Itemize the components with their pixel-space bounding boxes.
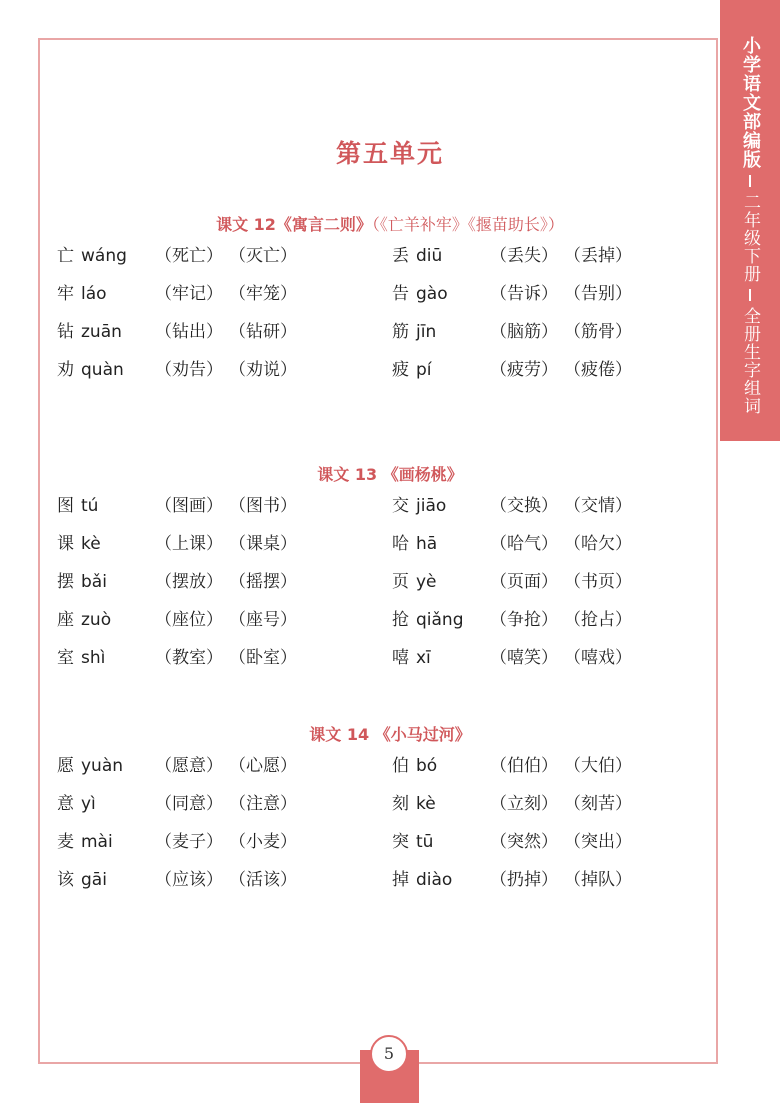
vocab-pinyin: hā [416, 534, 438, 554]
vocab-char: 刻 [392, 794, 409, 814]
vocab-char: 图 [57, 496, 74, 516]
vocab-word: （牢记） [155, 284, 223, 304]
vocab-word: （页面） [490, 572, 558, 592]
vocab-char: 劝 [57, 360, 74, 380]
vocab-pinyin: wáng [81, 246, 127, 266]
vocab-pinyin: qiǎng [416, 610, 464, 630]
vocab-word: （嘻笑） [490, 648, 558, 668]
vocab-char: 该 [57, 870, 74, 890]
vocab-char: 室 [57, 648, 74, 668]
vocab-char: 意 [57, 794, 74, 814]
lesson-title: 课文 12《寓言二则》 [216, 215, 372, 234]
vocab-word: （掉队） [564, 870, 632, 890]
vocab-word: （哈气） [490, 534, 558, 554]
vocab-pinyin: zuān [81, 322, 122, 342]
vocab-char: 伯 [392, 756, 409, 776]
vocab-word: （死亡） [155, 246, 223, 266]
vocab-char: 牢 [57, 284, 74, 304]
vocab-word: （突然） [490, 832, 558, 852]
vocab-word: （钻出） [155, 322, 223, 342]
vocab-word: （座位） [155, 610, 223, 630]
vocab-word: （丢掉） [564, 246, 632, 266]
vocab-pinyin: jiāo [416, 496, 447, 516]
vocab-word: （注意） [229, 794, 297, 814]
lesson-heading [0, 212, 780, 235]
vocab-pinyin: shì [81, 648, 106, 668]
side-tab-divider [749, 289, 751, 301]
vocab-word: （突出） [564, 832, 632, 852]
vocab-word: （大伯） [564, 756, 632, 776]
vocab-char: 掉 [392, 870, 409, 890]
vocab-word: （活该） [229, 870, 297, 890]
vocab-word: （抢占） [564, 610, 632, 630]
lesson-title: 课文 13 《画杨桃》 [317, 465, 463, 484]
vocab-word: （嘻戏） [564, 648, 632, 668]
vocab-word: （图书） [229, 496, 297, 516]
vocab-char: 嘻 [392, 648, 409, 668]
vocab-word: （摇摆） [229, 572, 297, 592]
vocab-word: （书页） [564, 572, 632, 592]
vocab-word: （摆放） [155, 572, 223, 592]
side-tab-grade: 二年级下册 [740, 193, 760, 283]
vocab-word: （告诉） [490, 284, 558, 304]
vocab-word: （劝说） [229, 360, 297, 380]
vocab-word: （心愿） [229, 756, 297, 776]
vocab-word: （疲倦） [564, 360, 632, 380]
vocab-word: （劝告） [155, 360, 223, 380]
page-title: 第五单元 [335, 139, 444, 168]
vocab-char: 突 [392, 832, 409, 852]
vocab-pinyin: gāi [81, 870, 107, 890]
vocab-pinyin: kè [416, 794, 436, 814]
vocab-word: （扔掉） [490, 870, 558, 890]
side-tab-divider [749, 175, 751, 187]
vocab-char: 页 [392, 572, 409, 592]
vocab-char: 摆 [57, 572, 74, 592]
vocab-word: （争抢） [490, 610, 558, 630]
vocab-word: （交换） [490, 496, 558, 516]
vocab-pinyin: diū [416, 246, 443, 266]
side-tab-series: 小学语文部编版 [740, 36, 761, 169]
vocab-word: （图画） [155, 496, 223, 516]
vocab-char: 疲 [392, 360, 409, 380]
vocab-char: 麦 [57, 832, 74, 852]
vocab-word: （刻苦） [564, 794, 632, 814]
vocab-word: （丢失） [490, 246, 558, 266]
vocab-char: 愿 [57, 756, 74, 776]
lesson-title: 课文 14 《小马过河》 [309, 725, 471, 744]
vocab-word: （麦子） [155, 832, 223, 852]
lesson-subtitle: （《亡羊补牢》《揠苗助长》） [371, 215, 564, 234]
vocab-pinyin: jīn [416, 322, 437, 342]
vocab-word: （愿意） [155, 756, 223, 776]
lesson-heading [0, 722, 780, 745]
side-tab-topic: 全册生字组词 [740, 307, 760, 415]
vocab-word: （筋骨） [564, 322, 632, 342]
vocab-char: 哈 [392, 534, 409, 554]
vocab-char: 丢 [392, 246, 409, 266]
vocab-pinyin: zuò [81, 610, 112, 630]
vocab-pinyin: láo [81, 284, 107, 304]
vocab-word: （课桌） [229, 534, 297, 554]
vocab-word: （交情） [564, 496, 632, 516]
vocab-word: （立刻） [490, 794, 558, 814]
vocab-char: 交 [392, 496, 409, 516]
vocab-char: 课 [57, 534, 74, 554]
vocab-char: 筋 [392, 322, 409, 342]
vocab-pinyin: mài [81, 832, 113, 852]
vocab-pinyin: xī [416, 648, 431, 668]
vocab-char: 告 [392, 284, 409, 304]
vocab-word: （钻研） [229, 322, 297, 342]
vocab-word: （教室） [155, 648, 223, 668]
vocab-word: （座号） [229, 610, 297, 630]
vocab-word: （告别） [564, 284, 632, 304]
vocab-char: 钻 [57, 322, 74, 342]
vocab-char: 亡 [57, 246, 74, 266]
vocab-pinyin: gào [416, 284, 448, 304]
vocab-word: （小麦） [229, 832, 297, 852]
vocab-pinyin: tū [416, 832, 434, 852]
vocab-pinyin: diào [416, 870, 453, 890]
vocab-pinyin: yè [416, 572, 437, 592]
vocab-char: 座 [57, 610, 74, 630]
vocab-pinyin: bó [416, 756, 438, 776]
vocab-word: （上课） [155, 534, 223, 554]
vocab-pinyin: yuàn [81, 756, 124, 776]
vocab-word: （脑筋） [490, 322, 558, 342]
vocab-char: 抢 [392, 610, 409, 630]
vocab-pinyin: bǎi [81, 572, 107, 592]
page-number: 5 [370, 1035, 408, 1073]
lesson-heading [0, 462, 780, 485]
vocab-word: （卧室） [229, 648, 297, 668]
vocab-pinyin: quàn [81, 360, 124, 380]
vocab-pinyin: yì [81, 794, 96, 814]
vocab-pinyin: kè [81, 534, 101, 554]
vocab-pinyin: tú [81, 496, 99, 516]
vocab-word: （同意） [155, 794, 223, 814]
vocab-pinyin: pí [416, 360, 432, 380]
vocab-word: （灭亡） [229, 246, 297, 266]
vocab-word: （应该） [155, 870, 223, 890]
vocab-word: （哈欠） [564, 534, 632, 554]
vocab-word: （疲劳） [490, 360, 558, 380]
vocab-word: （牢笼） [229, 284, 297, 304]
vocab-word: （伯伯） [490, 756, 558, 776]
